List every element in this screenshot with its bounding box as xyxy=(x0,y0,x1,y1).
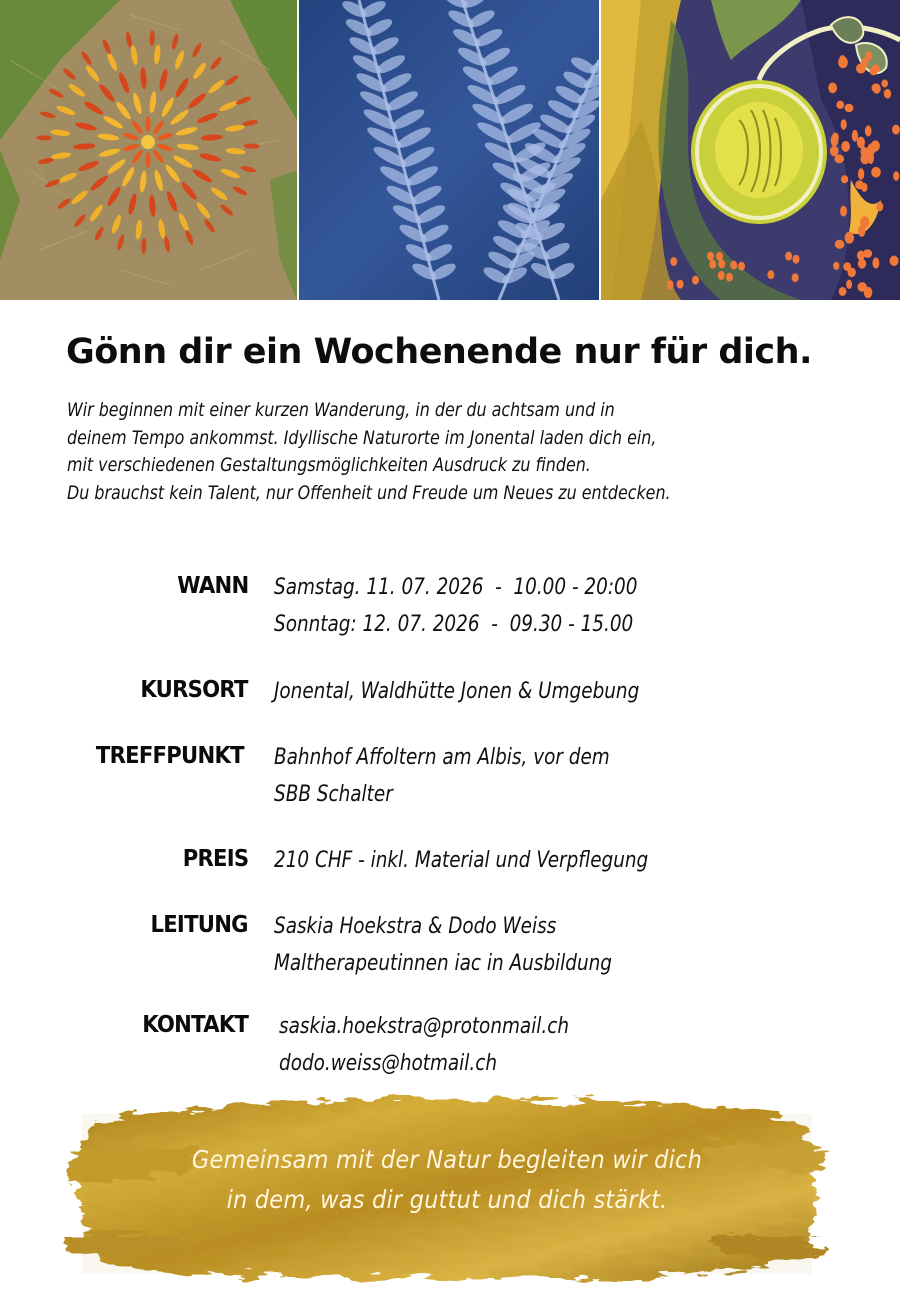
email-saskia[interactable]: saskia.hoekstra@protonmail.ch xyxy=(279,1014,570,1039)
detail-label-treffpunkt: TREFFPUNKT xyxy=(96,743,244,769)
detail-value-wann xyxy=(274,569,665,643)
detail-label-preis: PREIS xyxy=(182,846,248,872)
header-image-strip xyxy=(0,0,900,300)
abstract-painting xyxy=(601,0,900,300)
intro-line: Du brauchst kein Talent, nur Offenheit und Freude um Neues zu entdecken. xyxy=(67,481,671,504)
detail-value-treffpunkt xyxy=(274,739,635,813)
meeting-point-line: SBB Schalter xyxy=(274,782,393,807)
headline: Gönn dir ein Wochenende nur für dich. xyxy=(66,332,812,372)
detail-label-kontakt: KONTAKT xyxy=(141,1012,248,1038)
intro-paragraph xyxy=(67,397,867,507)
gold-brush-banner xyxy=(62,1084,832,1294)
intro-line: deinem Tempo ankommst. Idyllische Naturorte im Jonental laden dich ein, xyxy=(67,426,657,449)
detail-value-kontakt xyxy=(279,1008,591,1082)
detail-value-leitung xyxy=(274,908,637,982)
course-location: Jonental, Waldhütte Jonen & Umgebung xyxy=(274,679,640,704)
banner-line: in dem, was dir guttut und dich stärkt. xyxy=(226,1185,668,1214)
date-sunday: Sonntag: 12. 07. 2026 - 09.30 - 15.00 xyxy=(274,612,634,637)
leaders-qualification: Maltherapeutinnen iac in Ausbildung xyxy=(274,951,612,976)
meeting-point-line: Bahnhof Affoltern am Albis, vor dem xyxy=(274,745,610,770)
date-saturday: Samstag. 11. 07. 2026 - 10.00 - 20:00 xyxy=(274,575,638,600)
detail-label-leitung: LEITUNG xyxy=(150,912,248,938)
fern-cyanotype-print xyxy=(299,0,599,300)
leaders-names: Saskia Hoekstra & Dodo Weiss xyxy=(274,914,557,939)
price: 210 CHF - inkl. Material und Verpflegung xyxy=(274,848,649,873)
detail-label-wann: WANN xyxy=(176,573,248,599)
detail-value-preis xyxy=(274,842,676,879)
intro-line: mit verschiedenen Gestaltungsmöglichkeiten Ausdruck zu finden. xyxy=(67,454,591,476)
detail-value-kursort xyxy=(274,673,667,710)
email-dodo[interactable]: dodo.weiss@hotmail.ch xyxy=(279,1051,498,1076)
flower-mandala-photo xyxy=(0,0,297,300)
banner-slogan xyxy=(62,1140,832,1220)
banner-line: Gemeinsam mit der Natur begleiten wir dich xyxy=(191,1145,703,1174)
detail-label-kursort: KURSORT xyxy=(140,677,248,703)
intro-line: Wir beginnen mit einer kurzen Wanderung, in der du achtsam und in xyxy=(67,399,615,421)
